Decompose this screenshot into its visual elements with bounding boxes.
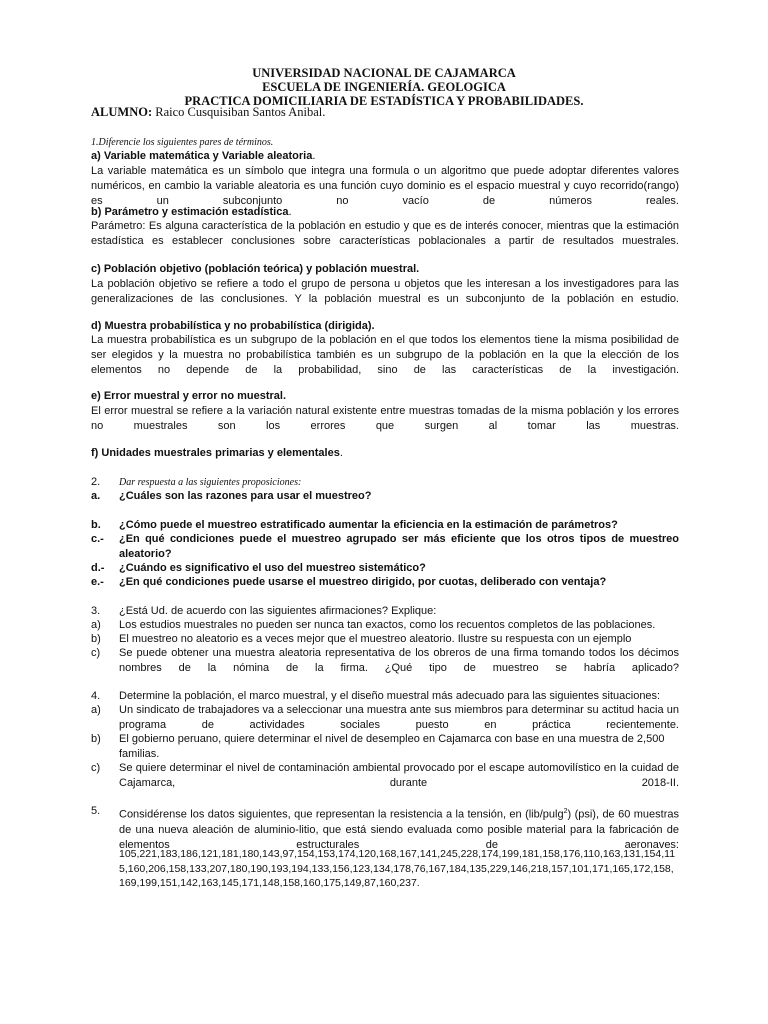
q4-title: Determine la población, el marco muestral, y el diseño muestral más adecuado para las siguientes situaciones:: [119, 690, 661, 702]
q5-number: 5.: [91, 805, 101, 817]
q1-d-heading: d) Muestra probabilística y no probabilística (dirigida).: [91, 320, 375, 332]
q1-e-heading: e) Error muestral y error no muestral.: [91, 390, 287, 402]
q1-b-heading: b) Parámetro y estimación estadística.: [91, 206, 292, 218]
q4-number: 4.: [91, 690, 101, 702]
q1-title: 1.Diferencie los siguientes pares de términos.: [91, 137, 274, 148]
school-title: ESCUELA DE INGENIERÍA. GEOLOGICA: [262, 80, 506, 94]
q5-text: Considérense los datos siguientes, que representan la resistencia a la tensión, en (lib/pulg$^2$) (psi), de 60 muestras de una nueva aleación de aluminio-litio, que está siendo evaluada como posible material para la fabricación de elementos estructurales de aeronaves:: [119, 808, 679, 851]
q5-data-values: 105,221,183,186,121,181,180,143,97,154,153,174,120,168,167,141,245,228,174,199,181,158,176,110,163,131,154,115,160,206,158,133,207,180,190,193,194,133,156,123,134,178,76,167,184,135,229,146,218,157,101,171,165,172,158,169,199,151,142,163,145,171,148,158,160,175,149,87,160,237.: [119, 848, 676, 889]
q1-c-text: La población objetivo se refiere a todo el grupo de persona u objetos que les interesan a los investigadores para las generalizaciones de las conclusiones. Y la población muestral es un subconjunto de la población en estudio.: [91, 278, 679, 305]
university-title: UNIVERSIDAD NACIONAL DE CAJAMARCA: [252, 66, 516, 80]
q1-d-text: La muestra probabilística es un subgrupo de la población en el que todos los elementos tiene la misma posibilidad de ser elegidos y la muestra no probabilística también es un subgrupo de la población en la que la elección de los elementos no depende de la probabilidad, sino de las características de la investigación.: [91, 334, 679, 376]
q1-a-heading: a) Variable matemática y Variable aleatoria.: [91, 150, 316, 162]
q1-f-heading: f) Unidades muestrales primarias y elementales.: [91, 447, 343, 459]
q1-b-text: Parámetro: Es alguna característica de la población en estudio y que es de interés conocer, mientras que la estimación estadística es establecer conclusiones sobre características poblacionales a partir de resultados muestrales.: [91, 220, 679, 247]
q1-c-heading: c) Población objetivo (población teórica) y población muestral.: [91, 263, 420, 275]
document-page: UNIVERSIDAD NACIONAL DE CAJAMARCA ESCUELA DE INGENIERÍA. GEOLOGICA PRACTICA DOMICILIARIA DE ESTADÍSTICA Y PROBABILIDADES. ALUMNO: Raico Cusquisiban Santos Anibal. 1.Diferencie los siguientes pares de términos. a) Variable matemática y Variable aleatoria. La variable matemática es un símbolo que integra una formula o un algoritmo que puede adoptar diferentes valores numéricos, en cambio la variable aleatoria es una función cuyo dominio es el espacio muestral y cuyo recorrido(rango) es un subconjunto no vacío de números reales. b) Parámetro y estimación estadística. Parámetro: Es alguna característica de la población en estudio y que es de interés conocer, mientras que la estimación estadística es establecer conclusiones sobre características poblacionales a partir de resultados muestrales. c) Población objetivo (población teórica) y población muestral. La población objetivo se refiere a todo el grupo de persona u objetos que les interesan a los investigadores para las generalizaciones de las conclusiones. Y la población muestral es un subconjunto de la población en estudio. d) Muestra probabilística y no probabilística (dirigida). La muestra probabilística es un subgrupo de la población en el que todos los elementos tiene la misma posibilidad de ser elegidos y la muestra no probabilística también es un subgrupo de la población en la que la elección de los elementos no depende de la probabilidad, sino de las características de la investigación. e) Error muestral y error no muestral. El error muestral se refiere a la variación natural existente entre muestras tomadas de la misma población y los errores no muestrales son los errores que surgen al tomar las muestras. f) Unidades muestrales primarias y elementales. 2. Dar respuesta a las siguientes proposiciones: a. ¿Cuáles son las razones para usar el muestreo? b. ¿Cómo puede el muestreo estratificado aumentar la eficiencia en la estimación de parámetros? c.- ¿En qué condiciones puede el muestreo agrupado ser más eficiente que los otros tipos de muestreo aleatorio? d.- ¿Cuándo es significativo el uso del muestreo sistemático? e.- ¿En qué condiciones puede usarse el muestreo dirigido, por cuotas, deliberado con ventaja? 3. ¿Está Ud. de acuerdo con las siguientes afirmaciones? Explique: a) Los estudios muestrales no pueden ser nunca tan exactos, como los recuentos completos de las poblaciones. b) El muestreo no aleatorio es a veces mejor que el muestreo aleatorio. Ilustre su respuesta con un ejemplo c) Se puede obtener una muestra aleatoria representativa de los obreros de una firma tomando todos los décimos nombres de la nómina de la firma. ¿Qué tipo de muestreo se habría aplicado? 4. Determine la población, el marco muestral, y el diseño muestral más adecuado para las siguientes situaciones: a) Un sindicato de trabajadores va a seleccionar una muestra ante sus miembros para determinar su actitud hacia un programa de actividades sociales puesto en práctica recientemente. b) El gobierno peruano, quiere determinar el nivel de desempleo en Cajamarca con base en una muestra de 2,500 familias. c) Se quiere determinar el nivel de contaminación ambiental provocado por el escape automovilístico en la cuidad de Cajamarca, durante 2018-II. 5. Considérense los datos siguientes, que representan la resistencia a la tensión, en (lib/pulg$^2$) (psi), de 60 muestras de una nueva aleación de aluminio-litio, que está siendo evaluada como posible material para la fabricación de elementos estructurales de aeronaves: 105,221,183,186,121,181,180,143,97,154,153,174,120,168,167,141,245,228,174,199,181,158,176,110,163,131,154,115,160,206,158,133,207,180,190,193,194,133,156,123,134,178,76,167,184,135,229,146,218,157,101,171,165,172,158,169,199,151,142,163,145,171,148,158,160,175,149,87,160,237.: [0, 0, 768, 1024]
q1-a-text: La variable matemática es un símbolo que integra una formula o un algoritmo que puede adoptar diferentes valores numéricos, en cambio la variable aleatoria es una función cuyo dominio es el espacio muestral y cuyo recorrido(rango) es un subconjunto no vacío de números reales.: [91, 165, 679, 207]
student-name: Raico Cusquisiban Santos Anibal.: [155, 105, 326, 119]
q2-title: Dar respuesta a las siguientes proposiciones:: [119, 477, 302, 488]
q1-e-text: El error muestral se refiere a la variación natural existente entre muestras tomadas de la misma población y los errores no muestrales son los errores que surgen al tomar las muestras.: [91, 405, 679, 432]
student-line: [91, 105, 325, 120]
q3-number: 3.: [91, 605, 101, 617]
q3-title: ¿Está Ud. de acuerdo con las siguientes afirmaciones? Explique:: [119, 605, 437, 617]
practice-title: PRACTICA DOMICILIARIA DE ESTADÍSTICA Y PROBABILIDADES.: [184, 94, 584, 108]
student-label: ALUMNO:: [91, 105, 153, 119]
q2-number: 2.: [91, 476, 101, 488]
